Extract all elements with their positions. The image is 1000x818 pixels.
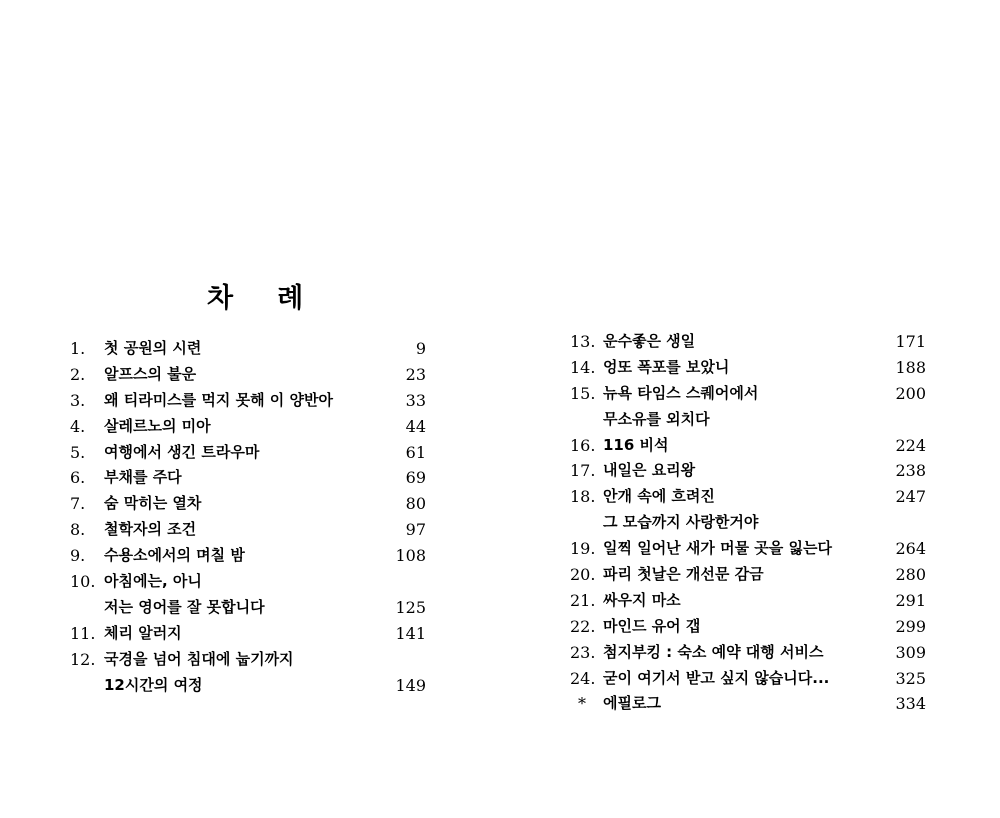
entry-page: 69 [405, 468, 426, 488]
entry-number: 14. [570, 357, 596, 377]
entry-number: 2. [70, 364, 86, 384]
toc-entry[interactable] [570, 381, 926, 407]
entry-page: 238 [895, 461, 926, 481]
entry-page: 299 [895, 616, 926, 636]
entry-title: 여행에서 생긴 트라우마 [104, 442, 260, 461]
entry-number: 21. [570, 590, 596, 610]
entry-title: 뉴욕 타임스 스퀘어에서 [603, 383, 759, 402]
entry-number: 13. [570, 332, 596, 351]
entry-number: 12. [70, 649, 96, 669]
entry-number: 1. [70, 339, 86, 358]
entry-number: 22. [570, 616, 596, 636]
entry-page: 200 [895, 383, 926, 403]
entry-title: 파리 첫날은 개선문 감금 [603, 565, 764, 584]
toc-entry[interactable] [570, 562, 926, 588]
entry-page: 280 [895, 565, 926, 585]
toc-entry-epilogue[interactable] [570, 691, 926, 717]
toc-entry[interactable] [570, 536, 926, 562]
toc-entry[interactable] [70, 414, 426, 440]
entry-title: 부채를 주다 [104, 468, 182, 487]
entry-title: 살레르노의 미아 [104, 416, 211, 435]
entry-title: 첫 공원의 시련 [104, 339, 202, 357]
entry-marker: * [578, 694, 586, 714]
toc-left-column [70, 336, 426, 698]
entry-title: 왜 티라미스를 먹지 못해 이 양반아 [104, 390, 333, 409]
entry-title: 체리 알러지 [104, 623, 182, 642]
entry-page: 171 [895, 332, 926, 351]
entry-title: 저는 영어를 잘 못합니다 [104, 597, 265, 616]
entry-title: 첨지부킹 : 숙소 예약 대행 서비스 [603, 642, 824, 661]
entry-page: 9 [415, 339, 426, 358]
entry-title: 일찍 일어난 새가 머물 곳을 잃는다 [603, 539, 832, 558]
entry-number: 5. [70, 442, 86, 462]
entry-title: 싸우지 마소 [603, 590, 681, 609]
entry-page: 325 [895, 668, 926, 688]
toc-entry-continuation[interactable] [570, 407, 926, 433]
toc-entry[interactable] [70, 362, 426, 388]
entry-page: 224 [895, 435, 926, 455]
toc-entry-continuation[interactable] [570, 510, 926, 536]
entry-number: 23. [570, 642, 596, 662]
toc-entry[interactable] [570, 666, 926, 692]
toc-entry[interactable] [570, 640, 926, 666]
toc-entry[interactable] [570, 484, 926, 510]
toc-title-part-2: 례 [277, 283, 306, 314]
toc-entry[interactable] [70, 517, 426, 543]
entry-number: 9. [70, 546, 86, 566]
entry-page: 23 [405, 364, 426, 384]
toc-entry[interactable] [570, 329, 926, 355]
toc-entry[interactable] [70, 465, 426, 491]
entry-number: 17. [570, 461, 596, 481]
toc-entry[interactable] [570, 433, 926, 459]
entry-number: 3. [70, 390, 86, 410]
entry-number: 19. [570, 539, 596, 559]
entry-number: 8. [70, 520, 86, 540]
toc-entry[interactable] [570, 614, 926, 640]
entry-page: 334 [895, 694, 926, 714]
entry-title: 철학자의 조건 [104, 520, 197, 539]
toc-entry[interactable] [70, 647, 426, 673]
entry-title: 내일은 요리왕 [603, 461, 696, 480]
entry-page: 264 [895, 539, 926, 559]
entry-title: 12시간의 여정 [104, 675, 203, 694]
entry-title: 에필로그 [603, 694, 661, 713]
toc-title-part-1: 차 [207, 283, 236, 314]
entry-number: 11. [70, 623, 96, 643]
entry-number: 10. [70, 572, 96, 592]
toc-entry[interactable] [70, 569, 426, 595]
entry-page: 80 [405, 494, 426, 514]
toc-entry[interactable] [570, 588, 926, 614]
entry-title: 엉또 폭포를 보았니 [603, 357, 730, 376]
toc-entry[interactable] [70, 440, 426, 466]
entry-title: 아침에는, 아니 [104, 572, 202, 591]
toc-entry[interactable] [570, 355, 926, 381]
entry-title: 운수좋은 생일 [603, 332, 696, 350]
entry-page: 125 [395, 597, 426, 617]
entry-title: 마인드 유어 갭 [603, 616, 701, 635]
toc-entry[interactable] [70, 388, 426, 414]
entry-title: 알프스의 불운 [104, 364, 197, 383]
toc-entry-continuation[interactable] [70, 595, 426, 621]
entry-page: 44 [405, 416, 426, 436]
toc-title [207, 276, 305, 315]
entry-title: 수용소에서의 며칠 밤 [104, 546, 245, 565]
toc-entry[interactable] [70, 336, 426, 362]
entry-page: 97 [405, 520, 426, 540]
entry-title: 국경을 넘어 침대에 눕기까지 [104, 649, 294, 668]
entry-page: 61 [405, 442, 426, 462]
entry-number: 6. [70, 468, 86, 488]
entry-number: 24. [570, 668, 596, 688]
entry-page: 108 [395, 546, 426, 566]
entry-title: 안개 속에 흐려진 [603, 487, 715, 506]
entry-title: 무소유를 외치다 [603, 409, 710, 428]
entry-title: 굳이 여기서 받고 싶지 않습니다... [603, 668, 830, 687]
toc-entry-continuation[interactable] [70, 673, 426, 699]
entry-page: 188 [895, 357, 926, 377]
entry-number: 7. [70, 494, 86, 514]
entry-page: 33 [405, 390, 426, 410]
toc-entry[interactable] [70, 543, 426, 569]
entry-number: 4. [70, 416, 86, 436]
entry-page: 291 [895, 590, 926, 610]
entry-page: 309 [895, 642, 926, 662]
toc-entry[interactable] [70, 621, 426, 647]
entry-page: 141 [395, 623, 426, 643]
toc-right-column [570, 329, 926, 717]
entry-number: 16. [570, 435, 596, 455]
toc-entry[interactable] [70, 491, 426, 517]
entry-number: 18. [570, 487, 596, 507]
entry-title: 116 비석 [603, 435, 669, 454]
entry-number: 15. [570, 383, 596, 403]
entry-page: 149 [395, 675, 426, 695]
entry-page: 247 [895, 487, 926, 507]
entry-number: 20. [570, 565, 596, 585]
toc-entry[interactable] [570, 458, 926, 484]
entry-title: 숨 막히는 열차 [104, 494, 202, 513]
entry-title: 그 모습까지 사랑한거야 [603, 513, 759, 532]
